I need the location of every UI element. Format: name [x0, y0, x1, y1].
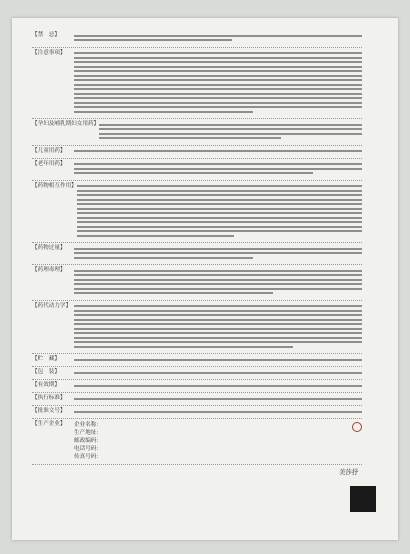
text-line-placeholder: [74, 248, 362, 250]
insert-content: [32, 30, 362, 465]
text-line-placeholder: [74, 35, 362, 37]
entry-key: 生产地址：: [74, 430, 102, 436]
section-body: [74, 50, 362, 116]
text-line-placeholder: [74, 252, 362, 254]
logo-name: 美莎抒: [339, 468, 359, 476]
section-label: 【药代动力学】: [32, 302, 72, 309]
text-line-placeholder: [74, 341, 362, 343]
text-line-placeholder: [74, 305, 362, 307]
text-line-placeholder: [74, 310, 362, 312]
text-line-placeholder: [74, 61, 362, 63]
text-line-placeholder: [74, 283, 362, 285]
text-line-placeholder: [74, 79, 362, 81]
section-label: 【儿童用药】: [32, 147, 66, 154]
text-line-placeholder: [77, 212, 362, 214]
text-line-placeholder: [99, 128, 362, 130]
text-line-placeholder: [74, 150, 362, 152]
text-line-placeholder: [74, 398, 362, 400]
text-line-placeholder: [74, 337, 362, 339]
manufacturer-entry: [74, 429, 362, 437]
text-line-placeholder: [74, 411, 362, 413]
text-line-placeholder: [77, 235, 234, 237]
text-line-placeholder: [74, 274, 362, 276]
entry-key: 企业名称：: [74, 422, 102, 428]
section-label: 【药物相互作用】: [32, 182, 77, 189]
section-label: 【生产企业】: [32, 421, 66, 427]
text-line-placeholder: [99, 124, 362, 126]
insert-section: [32, 406, 362, 419]
insert-section: [32, 181, 362, 244]
text-line-placeholder: [74, 279, 362, 281]
insert-section: [32, 367, 362, 380]
section-label: 【禁 忌】: [32, 32, 60, 38]
section-body: [74, 245, 362, 261]
text-line-placeholder: [74, 102, 362, 104]
insert-section: [32, 393, 362, 406]
text-line-placeholder: [74, 75, 362, 77]
text-line-placeholder: [74, 93, 362, 95]
text-line-placeholder: [74, 346, 293, 348]
insert-section: [32, 380, 362, 393]
manufacturer-entry: [74, 445, 362, 453]
text-line-placeholder: [74, 66, 362, 68]
section-body: [74, 369, 362, 376]
text-line-placeholder: [74, 163, 362, 165]
text-line-placeholder: [77, 194, 362, 196]
text-line-placeholder: [74, 372, 362, 374]
manufacturer-entry: [74, 453, 362, 461]
text-line-placeholder: [99, 133, 362, 135]
insert-section: [32, 146, 362, 159]
manufacturer-entry: [74, 421, 362, 429]
section-body: [74, 32, 362, 44]
text-line-placeholder: [74, 288, 362, 290]
text-line-placeholder: [74, 359, 362, 361]
manufacturer-entry: [74, 437, 362, 445]
section-body: [74, 161, 362, 177]
text-line-placeholder: [74, 328, 362, 330]
section-body: [74, 382, 362, 389]
section-label: 【药理毒理】: [32, 267, 66, 273]
text-line-placeholder: [74, 168, 362, 170]
text-line-placeholder: [74, 270, 362, 272]
text-line-placeholder: [74, 332, 362, 334]
text-line-placeholder: [74, 323, 362, 325]
text-line-placeholder: [77, 190, 362, 192]
section-body: [77, 183, 362, 240]
section-label: 【批准文号】: [32, 408, 66, 414]
insert-section: [32, 354, 362, 367]
section-body: [74, 356, 362, 363]
section-body: [74, 395, 362, 402]
section-body: [74, 408, 362, 415]
text-line-placeholder: [74, 97, 362, 99]
section-label: 【执行标准】: [32, 395, 66, 401]
brand-logo-icon: [350, 486, 376, 512]
section-label: 【孕妇及哺乳期妇女用药】: [32, 121, 100, 127]
text-line-placeholder: [74, 257, 253, 259]
text-line-placeholder: [99, 137, 280, 139]
section-body: [99, 121, 362, 142]
text-line-placeholder: [77, 199, 362, 201]
text-line-placeholder: [77, 185, 362, 187]
section-label: 【注意事项】: [32, 49, 66, 56]
section-label: 【老年用药】: [32, 160, 66, 167]
text-line-placeholder: [74, 39, 232, 41]
insert-section: [32, 159, 362, 181]
text-line-placeholder: [77, 221, 362, 223]
section-body: [74, 267, 362, 297]
insert-section: [32, 30, 362, 48]
section-label: 【包 装】: [32, 369, 60, 375]
text-line-placeholder: [74, 385, 362, 387]
text-line-placeholder: [74, 292, 273, 294]
insert-section: [32, 119, 362, 146]
entry-key: 传真号码：: [74, 454, 102, 460]
text-line-placeholder: [77, 203, 362, 205]
text-line-placeholder: [74, 70, 362, 72]
text-line-placeholder: [74, 57, 362, 59]
insert-section: [32, 301, 362, 355]
text-line-placeholder: [74, 314, 362, 316]
section-label: 【有效期】: [32, 382, 60, 388]
entry-key: 电话号码：: [74, 446, 102, 452]
text-line-placeholder: [74, 172, 313, 174]
insert-section: [32, 48, 362, 120]
text-line-placeholder: [74, 88, 362, 90]
text-line-placeholder: [74, 106, 362, 108]
manufacturer-section: [32, 419, 362, 465]
section-body: [74, 421, 362, 461]
section-body: [74, 303, 362, 351]
text-line-placeholder: [74, 52, 362, 54]
text-line-placeholder: [74, 319, 362, 321]
text-line-placeholder: [77, 230, 362, 232]
text-line-placeholder: [74, 84, 362, 86]
package-insert: [12, 18, 398, 540]
section-label: 【贮 藏】: [32, 356, 60, 362]
entry-key: 邮政编码：: [74, 438, 102, 444]
text-line-placeholder: [77, 208, 362, 210]
seal-stamp-icon: [352, 422, 362, 432]
text-line-placeholder: [74, 111, 253, 113]
section-body: [74, 148, 362, 155]
section-label: 【药物过量】: [32, 245, 66, 251]
text-line-placeholder: [77, 217, 362, 219]
insert-section: [32, 243, 362, 265]
insert-section: [32, 265, 362, 301]
text-line-placeholder: [77, 226, 362, 228]
